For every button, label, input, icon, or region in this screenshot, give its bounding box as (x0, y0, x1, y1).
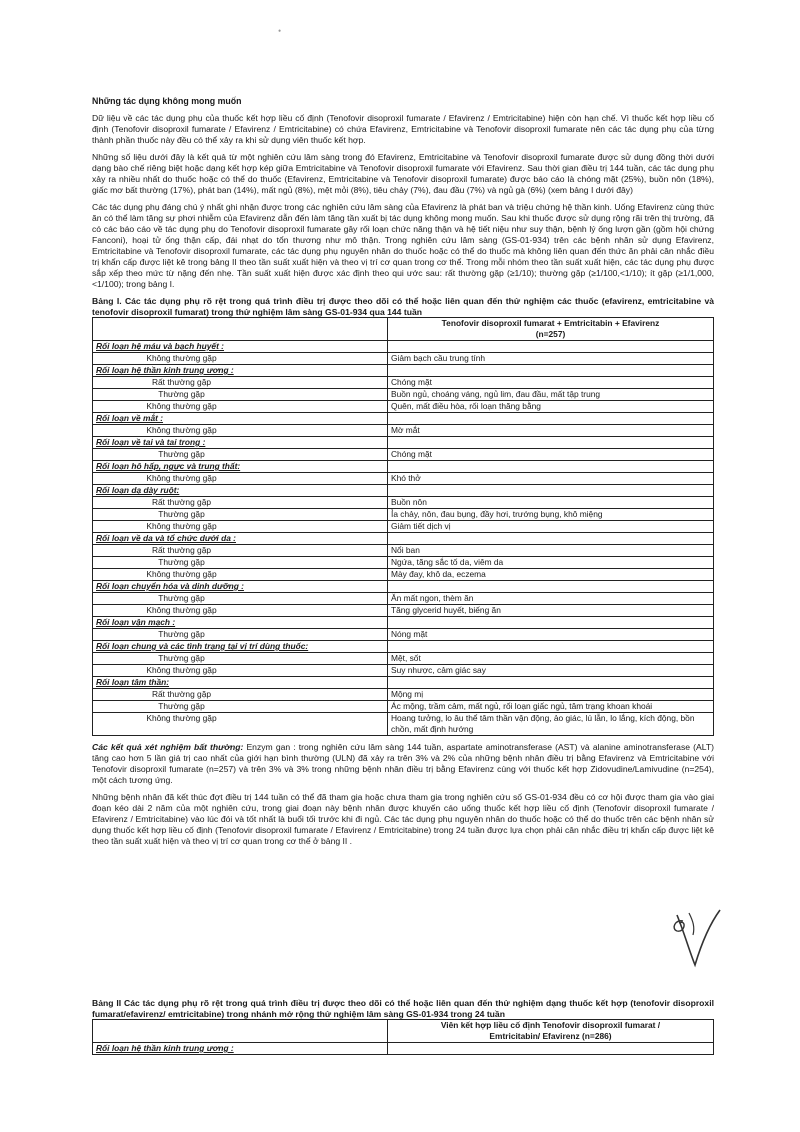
frequency-cell: Không thường gặp (93, 713, 388, 736)
category-row (93, 533, 714, 545)
table2-caption: Bảng II Các tác dụng phụ rõ rệt trong quá trình điều trị được theo dõi có thể hoặc liên quan đến thử nghiệm dạng thuốc kết hợp (tenofovir disoproxil fumarat/efavirenz/ emtricitabine) trong nhánh mở rộng thử nghiệm lâm sàng GS-01-934 trong 24 tuần (92, 998, 714, 1019)
frequency-cell: Không thường gặp (93, 665, 388, 677)
category-row (93, 437, 714, 449)
table-row (93, 509, 714, 521)
table-row (93, 449, 714, 461)
category-row (93, 677, 714, 689)
empty-cell (388, 437, 714, 449)
section-title: Những tác dụng không mong muốn (92, 96, 242, 106)
paragraph-1: Dữ liệu về các tác dụng phụ của thuốc kết hợp liều cố định (Tenofovir disoproxil fumarate / Efavirenz / Emtricitabine) hiện còn hạn chế. Vì thuốc kết hợp liều cố định (Tenofovir disoproxil fumarate / Efavirenz / Emtricitabine) có chứa Efavirenz, Emtricitabine và Tenofovir disoproxil fumarate nên các tác dụng phụ của từng thành phần thuốc này đều có thể xảy ra khi sử dụng viên thuốc kết hợp. (92, 113, 714, 145)
category-cell: Rối loạn hệ máu và bạch huyết : (93, 341, 388, 353)
category-cell: Rối loạn về mắt : (93, 413, 388, 425)
effect-cell: Ỉa chảy, nôn, đau bụng, đầy hơi, trướng bụng, khô miệng (388, 509, 714, 521)
effect-cell: Mệt, sốt (388, 653, 714, 665)
table-row (93, 401, 714, 413)
table-row (93, 593, 714, 605)
category-cell: Rối loạn về tai và tai trong : (93, 437, 388, 449)
frequency-cell: Không thường gặp (93, 425, 388, 437)
header-line-2: (n=257) (535, 329, 566, 339)
table2-header-cell (388, 1020, 714, 1043)
category-row (93, 641, 714, 653)
frequency-cell: Không thường gặp (93, 605, 388, 617)
effect-cell: Suy nhược, cảm giác say (388, 665, 714, 677)
empty-cell (388, 461, 714, 473)
closing-paragraph: Những bệnh nhân đã kết thúc đợt điều trị 144 tuần có thể đã tham gia hoặc chưa tham gia trong nghiên cứu số GS-01-934 đều có cơ hội được tham gia vào giai đoạn kéo dài 2 năm của một nghiên cứu, trong giai đoạn này bệnh nhân được khuyến cáo uống thuốc kết hợp liều cố định (Tenofovir disoproxil fumarate / Efavirenz / Emtricitabine) vào lúc đói và tốt nhất là buổi tối trước khi đi ngủ. Các tác dụng phụ nguyên nhân do thuốc hoặc có thể do thuốc trên các bệnh nhân sử dụng thuốc kết hợp liều cố định (Tenofovir disoproxil fumarate / Efavirenz / Emtricitabine) trong 24 tuần được lựa chọn phải cân nhắc điều trị khẩn cấp được liệt kê theo tần suất xuất hiện và theo vị trí cơ quan trong cơ thể ở bảng II . (92, 792, 714, 846)
effect-cell: Tăng glycerid huyết, biếng ăn (388, 605, 714, 617)
empty-cell (388, 341, 714, 353)
table-row (93, 545, 714, 557)
frequency-cell: Không thường gặp (93, 401, 388, 413)
frequency-cell: Không thường gặp (93, 521, 388, 533)
table2-header-line-2: Emtricitabin/ Efavirenz (n=286) (489, 1031, 612, 1041)
empty-cell (388, 581, 714, 593)
frequency-cell: Không thường gặp (93, 569, 388, 581)
lab-text: Enzym gan : trong nghiên cứu lâm sàng 144 tuần, aspartate aminotransferase (AST) và alanine aminotransferase (ALT) tăng cao hơn 5 lần giá trị cao nhất của giới hạn bình thường (ULN) đã xảy ra trên 3% và 2% của những bệnh nhân điều trị bằng Efavirenz và Emtricitabine với Tenofovir disoproxil fumarate (n=257) và trên 3% và 3% trong những bệnh nhân điều trị bằng Efavirenz cùng với thuốc kết hợp Zidovudine/Lamivudine (n=254), một cách tương ứng. (92, 742, 714, 785)
frequency-cell: Thường gặp (93, 701, 388, 713)
table-row (93, 557, 714, 569)
signature-mark (665, 905, 725, 970)
table-row (93, 389, 714, 401)
table2-section (92, 996, 714, 1055)
table2-header-row (93, 1020, 714, 1043)
empty-cell (388, 485, 714, 497)
table-row (93, 521, 714, 533)
frequency-cell: Rất thường gặp (93, 689, 388, 701)
empty-cell (388, 641, 714, 653)
frequency-cell: Thường gặp (93, 557, 388, 569)
frequency-cell: Thường gặp (93, 509, 388, 521)
frequency-cell: Thường gặp (93, 653, 388, 665)
header-cell (388, 318, 714, 341)
category-cell: Rối loạn hệ thần kinh trung ương : (93, 1043, 388, 1055)
paragraph-2: Những số liệu dưới đây là kết quả từ một nghiên cứu lâm sàng trong đó Efavirenz, Emtricitabine và Tenofovir disoproxil fumarate được sử dụng đồng thời dưới dạng bào chế riêng biệt hoặc dạng kết hợp kép giữa Emtricitabine và Tenofovir disoproxil fumarate với Efavirenz. Sau thời gian điều trị 144 tuần, các tác dụng phụ xảy ra nhiều nhất do thuốc hoặc có thể do thuốc (Efavirenz, Emtricitabine và Tenofovir disoproxil fumarate) được báo cáo là chóng mặt (25%), buồn nôn (18%), giấc mơ bất thường (17%), phát ban (14%), mất ngủ (8%), mệt mỏi (8%), tiêu chảy (7%), đau đầu (7%) và ngủ gà (6%) (xem bảng I dưới đây) (92, 152, 714, 195)
effect-cell: Mày đay, khô da, eczema (388, 569, 714, 581)
category-row (93, 365, 714, 377)
frequency-cell: Không thường gặp (93, 353, 388, 365)
category-cell: Rối loạn chuyển hóa và dinh dưỡng : (93, 581, 388, 593)
category-row (93, 617, 714, 629)
table-header-row (93, 318, 714, 341)
effect-cell: Buồn ngủ, choáng váng, ngủ lim, đau đầu, mất tập trung (388, 389, 714, 401)
effect-cell: Hoang tưởng, lo âu thể tâm thần vận động, ảo giác, lú lẫn, lo lắng, kích động, bồn chồn, mất định hướng (388, 713, 714, 736)
effect-cell: Nóng mặt (388, 629, 714, 641)
table-row (93, 689, 714, 701)
frequency-cell: Thường gặp (93, 629, 388, 641)
table-row (93, 377, 714, 389)
category-cell: Rối loạn về da và tổ chức dưới da : (93, 533, 388, 545)
category-row (93, 413, 714, 425)
category-row (93, 1043, 714, 1055)
effect-cell: Ăn mất ngon, thèm ăn (388, 593, 714, 605)
empty-cell (388, 533, 714, 545)
table-row (93, 701, 714, 713)
category-cell: Rối loạn hô hấp, ngực và trung thất: (93, 461, 388, 473)
frequency-cell: Thường gặp (93, 593, 388, 605)
effect-cell: Ác mộng, trầm cảm, mất ngủ, rối loạn giấc ngủ, tâm trạng khoan khoái (388, 701, 714, 713)
effect-cell: Quên, mất điều hòa, rối loạn thăng bằng (388, 401, 714, 413)
effect-cell: Mờ mắt (388, 425, 714, 437)
frequency-cell: Không thường gặp (93, 473, 388, 485)
paragraph-3: Các tác dụng phụ đáng chú ý nhất ghi nhận được trong các nghiên cứu lâm sàng của Efavirenz là phát ban và triệu chứng hệ thần kinh. Uống Efavirenz cùng thức ăn có thể làm tăng sự phơi nhiễm của Efavirenz dẫn đến làm tăng tần xuất bị tác dụng không mong muốn. Sau khi thuốc được sử dụng rộng rãi trên thị trường, đã có các báo cáo về tác dụng phụ do Tenofovir disoproxil fumarate gây rối loạn chức năng thận và hệ tiết niệu như suy thận, bệnh lý ống lượn gần (gồm hội chứng Fanconi), hoại tử ống thận cấp, đái nhạt do tổn thương như mô thận. Trong nghiên cứu lâm sàng (GS-01-934) trên các bệnh nhân sử dụng Efavirenz, Emtricitabine và Tenofovir disoproxil fumarate, các tác dụng phụ nguyên nhân do thuốc hoặc có thể do thuốc mà không liên quan đến thức ăn phải cân nhắc điều trị khẩn cấp được liệt kê trong bảng II theo tần suất xuất hiện và theo vị trí cơ quan trong cơ thể. Trong mỗi nhóm theo tần suất xuất hiện, các tác dụng phụ được sắp xếp theo mức từ nặng đến nhẹ. Tần suất xuất hiện được xác định theo qui ước sau: rất thường gặp (≥1/10); thường gặp (≥1/100,<1/10); ít gặp (≥1/1,000,<1/100); trong bảng I. (92, 202, 714, 289)
category-row (93, 341, 714, 353)
effect-cell: Chóng mặt (388, 449, 714, 461)
adverse-effects-table-2 (92, 1019, 714, 1055)
header-line-1: Tenofovir disoproxil fumarat + Emtricitabin + Efavirenz (441, 318, 660, 328)
frequency-cell: Rất thường gặp (93, 497, 388, 509)
category-row (93, 485, 714, 497)
table-row (93, 605, 714, 617)
main-content (92, 96, 714, 853)
empty-cell (388, 365, 714, 377)
effect-cell: Khó thở (388, 473, 714, 485)
frequency-cell: Thường gặp (93, 449, 388, 461)
frequency-cell: Rất thường gặp (93, 377, 388, 389)
effect-cell: Chóng mặt (388, 377, 714, 389)
empty-cell (388, 677, 714, 689)
adverse-effects-table-1 (92, 317, 714, 736)
scan-mark: • (278, 26, 282, 36)
table-row (93, 713, 714, 736)
lab-label: Các kết quả xét nghiệm bất thường: (92, 742, 244, 752)
table2-header-blank-cell (93, 1020, 388, 1043)
effect-cell: Giảm bạch cầu trung tính (388, 353, 714, 365)
table-row (93, 497, 714, 509)
table2-header-line-1: Viên kết hợp liều cố định Tenofovir disoproxil fumarat / (440, 1020, 661, 1030)
effect-cell: Mộng mị (388, 689, 714, 701)
frequency-cell: Thường gặp (93, 389, 388, 401)
category-cell: Rối loạn chung và các tình trạng tại vị trí dùng thuốc: (93, 641, 388, 653)
table-row (93, 665, 714, 677)
table-row (93, 653, 714, 665)
effect-cell: Ngứa, tăng sắc tố da, viêm da (388, 557, 714, 569)
table-row (93, 473, 714, 485)
table-row (93, 569, 714, 581)
effect-cell: Giảm tiết dịch vị (388, 521, 714, 533)
effect-cell: Buồn nôn (388, 497, 714, 509)
empty-cell (388, 413, 714, 425)
header-blank-cell (93, 318, 388, 341)
category-cell: Rối loạn dạ dày ruột: (93, 485, 388, 497)
category-row (93, 461, 714, 473)
category-row (93, 581, 714, 593)
table1-caption: Bảng I. Các tác dụng phụ rõ rệt trong quá trình điều trị được theo dõi có thể hoặc liên quan đến thử nghiệm các thuốc (efavirenz, emtricitabine và tenofovir disoproxil fumarat) trong thử nghiệm lâm sàng GS-01-934 qua 144 tuần (92, 296, 714, 317)
table-row (93, 425, 714, 437)
effect-cell: Nổi ban (388, 545, 714, 557)
category-cell: Rối loạn vận mạch : (93, 617, 388, 629)
table-row (93, 629, 714, 641)
category-cell: Rối loạn hệ thần kinh trung ương : (93, 365, 388, 377)
empty-cell (388, 617, 714, 629)
table-row (93, 353, 714, 365)
lab-paragraph (92, 742, 714, 786)
category-cell: Rối loạn tâm thần: (93, 677, 388, 689)
frequency-cell: Rất thường gặp (93, 545, 388, 557)
effect-cell (388, 1043, 714, 1055)
